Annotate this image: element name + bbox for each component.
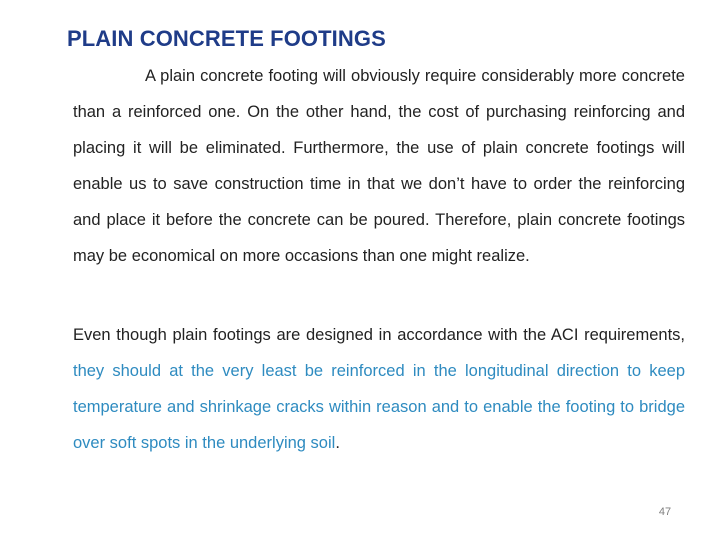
- paragraph-reinforcement-note: [73, 317, 685, 461]
- paragraph-intro-text: Even though plain footings are designed in accordance with the ACI requirements,: [73, 326, 685, 344]
- highlighted-recommendation: they should at the very least be reinforced in the longitudinal direction to keep temperature and shrinkage cracks within reason and to enable the footing to bridge over soft spots in the underlying soil: [73, 362, 685, 452]
- slide-title: PLAIN CONCRETE FOOTINGS: [67, 26, 386, 51]
- paragraph-plain-footing-economy: A plain concrete footing will obviously require considerably more concrete than a reinforced one. On the other hand, the cost of purchasing reinforcing and placing it will be eliminated. Furthermore, the use of plain concrete footings will enable us to save construction time in that we don’t have to order the reinforcing and place it before the concrete can be poured. Therefore, plain concrete footings may be economical on more occasions than one might realize.: [73, 67, 685, 265]
- page-number: 47: [658, 506, 672, 518]
- paragraph-end-punctuation: .: [335, 434, 340, 452]
